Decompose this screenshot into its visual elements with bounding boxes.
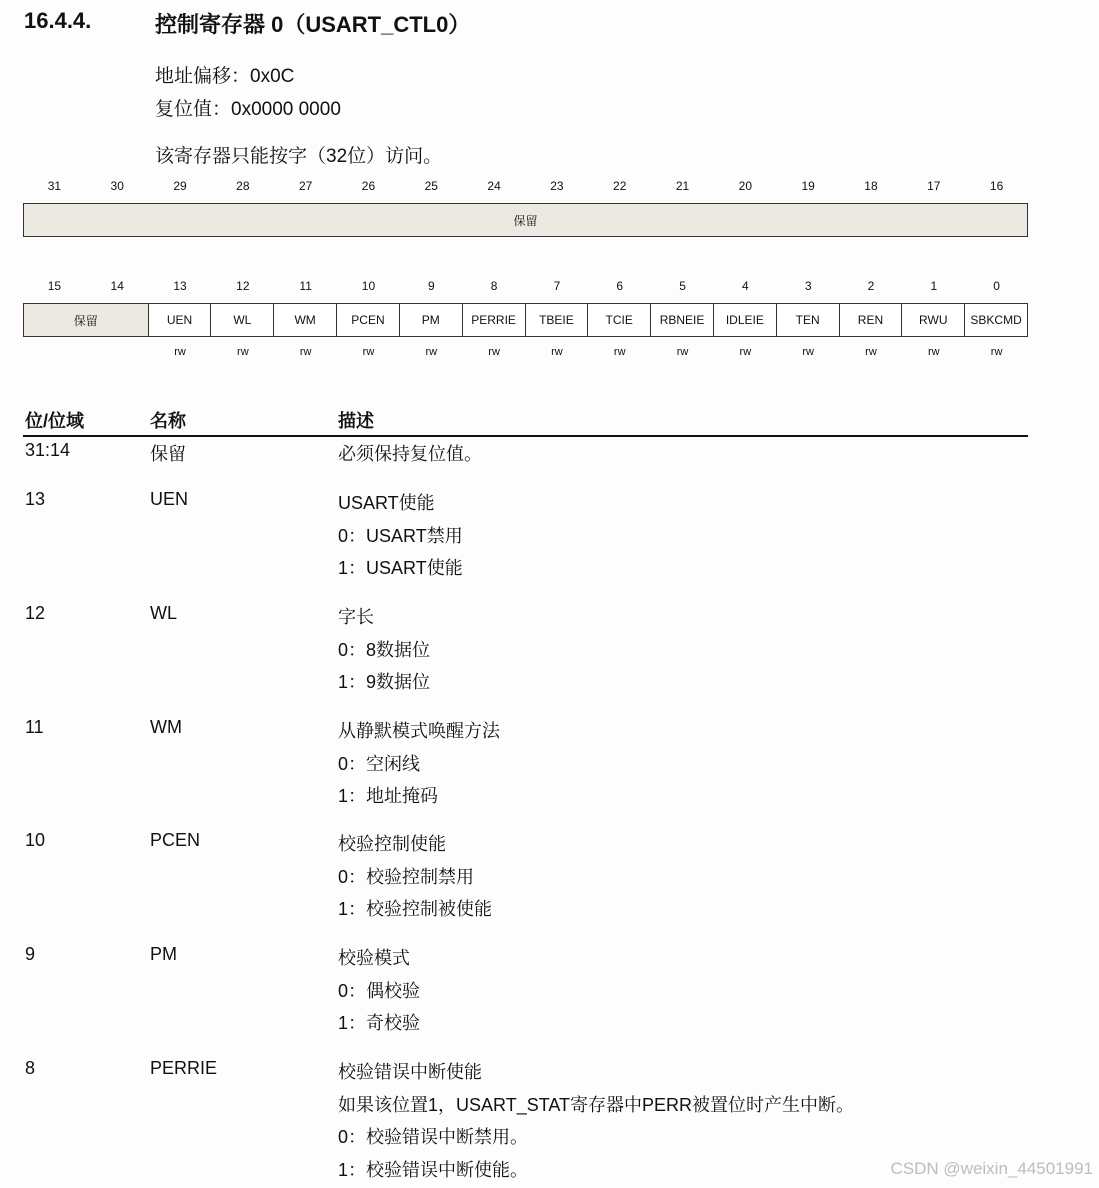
row-desc-line: 1：校验错误中断使能。 <box>338 1159 529 1180</box>
row-desc-line: 0：偶校验 <box>338 980 421 1001</box>
field-pcen: PCEN <box>336 304 399 336</box>
row-bits: 31:14 <box>25 440 71 460</box>
header-bits: 位/位域 <box>25 411 85 431</box>
bit-number: 3 <box>804 279 812 293</box>
bit-number: 26 <box>361 179 376 193</box>
row-name: PCEN <box>150 830 201 850</box>
reset-value: 复位值：0x0000 0000 <box>155 99 341 120</box>
bit-number: 14 <box>110 279 124 293</box>
access-type: rw <box>865 346 877 358</box>
bit-number: 4 <box>742 279 749 293</box>
bit-number: 12 <box>236 279 250 293</box>
bit-number: 25 <box>424 179 438 193</box>
bit-number: 0 <box>993 279 1000 293</box>
field-uen: UEN <box>148 304 211 336</box>
bit-number: 7 <box>553 279 561 293</box>
row-desc-line: 1：9数据位 <box>338 672 431 692</box>
row-desc-line: 1：奇校验 <box>338 1013 421 1033</box>
access-type: rw <box>739 346 752 358</box>
access-type: rw <box>802 346 814 358</box>
row-bits: 12 <box>25 603 46 623</box>
row-desc-line: 1：USART使能 <box>338 558 463 578</box>
field-wm: WM <box>273 304 336 336</box>
access-type: rw <box>927 346 940 358</box>
field-pm: PM <box>399 304 462 336</box>
bit-number: 20 <box>738 179 753 193</box>
upper-reserved-label: 保留 <box>513 213 538 228</box>
upper-bit-numbers <box>23 179 1028 193</box>
section-title: 控制寄存器 0（USART_CTL0） <box>155 12 471 37</box>
access-type: rw <box>299 346 312 358</box>
bit-number: 24 <box>487 179 501 193</box>
bit-number: 28 <box>236 179 250 193</box>
access-type <box>23 346 149 358</box>
row-name: WL <box>150 603 177 623</box>
bit-number: 11 <box>299 279 312 293</box>
row-name: PM <box>150 944 177 964</box>
access-type: rw <box>613 346 626 358</box>
row-desc-line: 如果该位置1，USART_STAT寄存器中PERR被置位时产生中断。 <box>338 1094 855 1115</box>
row-name: 保留 <box>150 444 186 464</box>
bit-number: 31 <box>47 179 62 193</box>
field-ten: TEN <box>776 304 839 336</box>
row-bits: 10 <box>25 830 46 850</box>
bit-number: 1 <box>930 279 938 293</box>
field-rbneie: RBNEIE <box>650 304 713 336</box>
field-tbeie: TBEIE <box>525 304 588 336</box>
bit-number: 30 <box>110 179 124 193</box>
bit-number: 21 <box>675 179 690 193</box>
bit-number: 9 <box>427 279 435 293</box>
header-rule <box>23 435 1028 437</box>
bit-number: 13 <box>173 279 187 293</box>
lower-field-row <box>23 303 1028 337</box>
row-bits: 9 <box>25 944 36 964</box>
bit-number: 18 <box>864 179 878 193</box>
bit-number: 17 <box>927 179 941 193</box>
row-desc-line: 字长 <box>338 607 374 627</box>
access-type: rw <box>425 346 438 358</box>
bit-number: 5 <box>679 279 686 293</box>
row-name: WM <box>150 717 182 737</box>
upper-reserved-field <box>23 203 1028 237</box>
bit-number: 6 <box>616 279 624 293</box>
access-type: rw <box>174 346 186 358</box>
field-tcie: TCIE <box>587 304 650 336</box>
reserved-field: 保留 <box>24 304 148 336</box>
access-type: rw <box>551 346 563 358</box>
row-bits: 8 <box>25 1058 36 1078</box>
access-note: 该寄存器只能按字（32位）访问。 <box>155 146 443 167</box>
row-desc-line: 0：校验控制禁用 <box>338 866 475 887</box>
row-name: UEN <box>150 489 189 509</box>
bit-number: 22 <box>613 179 627 193</box>
bit-number: 27 <box>298 179 313 193</box>
row-bits: 11 <box>25 717 44 737</box>
row-desc-line: 从静默模式唤醒方法 <box>338 721 500 741</box>
row-desc-line: USART使能 <box>338 493 435 513</box>
field-ren: REN <box>839 304 902 336</box>
lower-bit-numbers <box>23 279 1028 293</box>
access-type: rw <box>362 346 375 358</box>
field-idleie: IDLEIE <box>713 304 776 336</box>
access-type: rw <box>488 346 500 358</box>
row-bits: 13 <box>25 489 46 509</box>
field-wl: WL <box>210 304 273 336</box>
bit-number: 8 <box>490 279 498 293</box>
field-perrie: PERRIE <box>462 304 525 336</box>
bit-number: 2 <box>867 279 875 293</box>
bit-number: 29 <box>173 179 187 193</box>
row-desc-line: 1：校验控制被使能 <box>338 899 493 919</box>
bit-number: 16 <box>989 179 1004 193</box>
row-name: PERRIE <box>150 1058 218 1078</box>
row-desc-line: 0：空闲线 <box>338 753 421 774</box>
bit-number: 19 <box>801 179 815 193</box>
bit-number: 10 <box>361 279 376 293</box>
access-type: rw <box>990 346 1003 358</box>
access-row <box>23 346 1028 358</box>
section-number: 16.4.4. <box>24 8 92 33</box>
access-type: rw <box>237 346 249 358</box>
row-desc-line: 必须保持复位值。 <box>338 444 482 464</box>
row-desc-line: 0：8数据位 <box>338 639 431 660</box>
row-desc-line: 校验控制使能 <box>338 834 446 854</box>
field-sbkcmd: SBKCMD <box>964 304 1027 336</box>
bit-number: 23 <box>550 179 564 193</box>
row-desc-line: 1：地址掩码 <box>338 786 439 806</box>
watermark: CSDN @weixin_44501991 <box>890 1159 1093 1178</box>
row-desc-line: 校验模式 <box>338 948 410 968</box>
address-offset: 地址偏移：0x0C <box>155 66 295 87</box>
row-desc-line: 0：校验错误中断禁用。 <box>338 1127 529 1147</box>
access-type: rw <box>676 346 689 358</box>
row-desc-line: 校验错误中断使能 <box>338 1062 482 1082</box>
row-desc-line: 0：USART禁用 <box>338 525 463 546</box>
header-desc: 描述 <box>338 411 374 431</box>
header-name: 名称 <box>150 411 186 431</box>
bit-number: 15 <box>47 279 62 293</box>
field-rwu: RWU <box>901 304 964 336</box>
